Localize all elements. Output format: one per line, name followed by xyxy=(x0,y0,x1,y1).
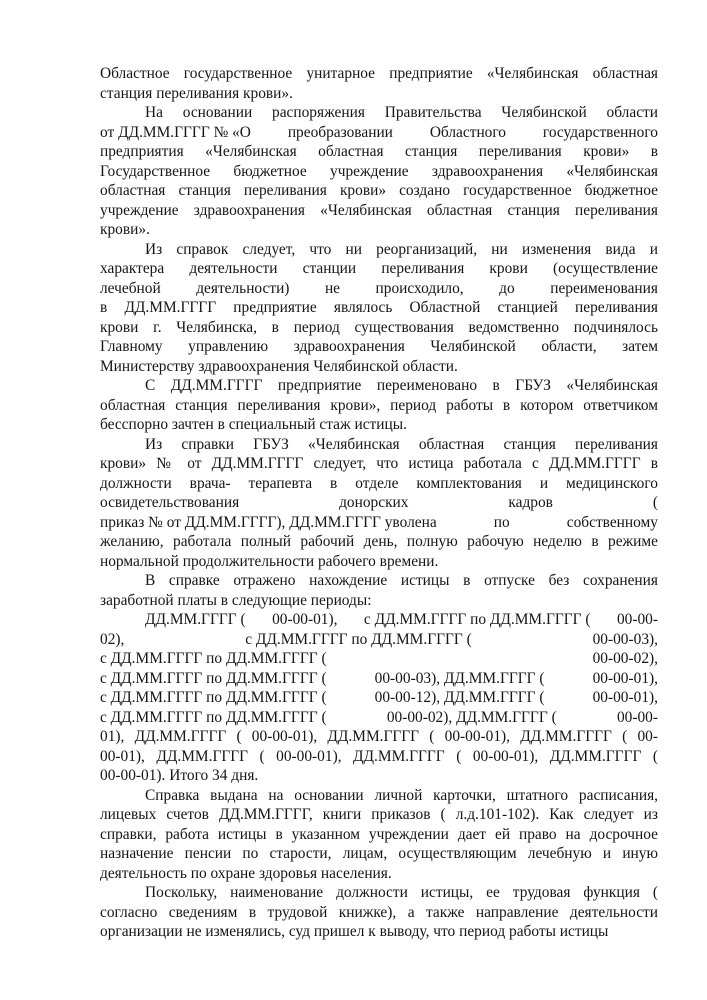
document-body xyxy=(100,64,658,942)
text-segment: 00-00-03), ДД.ММ.ГГГГ ( xyxy=(374,669,545,687)
text-line xyxy=(100,649,658,669)
text-line: С ДД.ММ.ГГГГ предприятие переименовано в ГБУЗ «Челябинская xyxy=(145,377,658,394)
text-line: желанию, работала полный рабочий день, полную рабочую неделю в режиме xyxy=(100,533,658,550)
text-segment: освидетельствования xyxy=(100,494,240,511)
text-line: организации не изменялись, суд пришел к выводу, что период работы истицы xyxy=(100,923,609,940)
text-segment: с ДД.ММ.ГГГГ по ДД.ММ.ГГГГ ( xyxy=(100,708,327,726)
text-line: лицевых счетов ДД.ММ.ГГГГ, книги приказов ( л.д.101-102). Как следует из xyxy=(100,806,658,823)
text-line: учреждение здравоохранения «Челябинская областная станция переливания xyxy=(100,201,658,219)
text-line: крови» № от ДД.ММ.ГГГГ следует, что истица работала с ДД.ММ.ГГГГ в xyxy=(100,455,658,472)
paragraph xyxy=(100,64,658,103)
text-segment: от ДД.ММ.ГГГГ № «О xyxy=(100,123,251,141)
text-segment: с ДД.ММ.ГГГГ по ДД.ММ.ГГГГ ( xyxy=(245,630,472,648)
text-segment: 00-00-02), xyxy=(592,650,658,667)
text-line: характера деятельности станции переливания крови (осуществление xyxy=(100,260,658,277)
text-line: нормальной продолжительности рабочего времени. xyxy=(100,552,439,570)
text-line: 01), ДД.ММ.ГГГГ ( 00-00-01), ДД.ММ.ГГГГ ( 00-00-01), ДД.ММ.ГГГГ ( 00- xyxy=(100,728,658,745)
text-line: Главному управлению здравоохранения Челябинской области, затем xyxy=(100,338,658,355)
text-line: Справка выдана на основании личной карточки, штатного расписания, xyxy=(145,786,658,804)
text-line xyxy=(100,493,658,513)
text-segment: государственного xyxy=(542,123,658,141)
text-segment: ( xyxy=(652,494,658,511)
text-segment: 00-00- xyxy=(616,708,658,726)
text-segment: 02), xyxy=(100,630,125,648)
text-segment: приказ № от ДД.ММ.ГГГГ), ДД.ММ.ГГГГ уволена xyxy=(100,513,437,531)
text-segment: 00-00- xyxy=(616,611,658,628)
text-segment: 00-00-01), xyxy=(592,669,658,687)
text-line: Министерству здравоохранения Челябинской области. xyxy=(100,357,458,375)
text-line: согласно сведениям в трудовой книжке), а также направление деятельности xyxy=(100,903,658,921)
text-line: В справке отражено нахождение истицы в отпуске без сохранения xyxy=(145,572,658,589)
text-line: в ДД.ММ.ГГГГ предприятие являлось Областной станцией переливания xyxy=(100,299,658,316)
text-segment: с ДД.ММ.ГГГГ по ДД.ММ.ГГГГ ( xyxy=(100,650,327,667)
paragraph xyxy=(100,571,658,610)
text-line: станция переливания крови». xyxy=(100,84,293,102)
text-line xyxy=(100,513,658,533)
text-segment: с ДД.ММ.ГГГГ по ДД.ММ.ГГГГ ( xyxy=(100,669,327,687)
paragraph xyxy=(100,610,658,786)
text-line: Из справки ГБУЗ «Челябинская областная станция переливания xyxy=(145,435,658,453)
text-line: 00-00-01). Итого 34 дня. xyxy=(100,767,259,784)
paragraph xyxy=(100,786,658,884)
text-segment: 00-00-12), ДД.ММ.ГГГГ ( xyxy=(374,689,545,706)
text-line xyxy=(100,279,658,299)
text-line: деятельность по охране здоровья населения. xyxy=(100,864,392,882)
text-segment: по xyxy=(493,513,510,531)
text-segment: деятельности) xyxy=(196,279,290,297)
text-line xyxy=(100,630,658,650)
text-segment: до xyxy=(499,279,515,297)
text-segment: кадров xyxy=(508,494,553,511)
text-line: крови». xyxy=(100,221,150,238)
paragraph xyxy=(100,883,658,942)
text-segment: лечебной xyxy=(100,279,161,297)
text-line: справки, работа истицы в указанном учреждении дает ей право на досрочное xyxy=(100,825,658,843)
text-line: областная станция переливания крови», период работы в котором ответчиком xyxy=(100,396,658,414)
text-segment: происходило, xyxy=(375,279,464,297)
text-segment: 00-00-01), xyxy=(272,611,338,628)
text-line: Поскольку, наименование должности истицы, ее трудовая функция ( xyxy=(145,884,658,901)
paragraph xyxy=(100,240,658,377)
text-line: должности врача- терапевта в отделе комплектования и медицинского xyxy=(100,474,658,492)
text-line: заработной платы в следующие периоды: xyxy=(100,591,372,609)
text-line: На основании распоряжения Правительства Челябинской области xyxy=(145,104,658,121)
text-line: предприятия «Челябинская областная станция переливания крови» в xyxy=(100,143,658,160)
text-segment: Областного xyxy=(429,123,506,141)
text-line xyxy=(100,669,658,689)
text-line: областная станция переливания крови» создано государственное бюджетное xyxy=(100,182,658,199)
text-segment: 00-00-01), xyxy=(592,689,658,706)
text-line: крови г. Челябинска, в период существования ведомственно подчинялось xyxy=(100,318,658,336)
text-segment: донорских xyxy=(339,494,409,511)
text-segment: переименования xyxy=(550,279,658,297)
text-segment: ДД.ММ.ГГГГ ( xyxy=(145,611,246,628)
text-line xyxy=(100,123,658,143)
text-segment: преобразовании xyxy=(287,123,393,141)
text-segment: с ДД.ММ.ГГГГ по ДД.ММ.ГГГГ ( xyxy=(363,611,591,628)
text-segment: не xyxy=(324,279,341,297)
text-line: назначение пенсии по старости, лицам, осуществляющим лечебную и иную xyxy=(100,845,658,862)
text-segment: собственному xyxy=(566,513,658,531)
paragraph xyxy=(100,376,658,435)
text-line: Областное государственное унитарное предприятие «Челябинская областная xyxy=(100,65,658,82)
text-line: бесспорно зачтен в специальный стаж истицы. xyxy=(100,416,407,433)
text-segment: 00-00-02), ДД.ММ.ГГГГ ( xyxy=(386,708,557,726)
text-line xyxy=(100,688,658,708)
text-line xyxy=(100,708,658,728)
text-line: 00-01), ДД.ММ.ГГГГ ( 00-00-01), ДД.ММ.ГГГГ ( 00-00-01), ДД.ММ.ГГГГ ( xyxy=(100,747,658,765)
paragraph xyxy=(100,103,658,240)
text-line: Государственное бюджетное учреждение здравоохранения «Челябинская xyxy=(100,162,658,180)
text-segment: с ДД.ММ.ГГГГ по ДД.ММ.ГГГГ ( xyxy=(100,689,327,706)
paragraph xyxy=(100,435,658,572)
text-segment: 00-00-03), xyxy=(592,630,658,648)
text-line: Из справок следует, что ни реорганизаций, ни изменения вида и xyxy=(145,240,658,258)
text-line xyxy=(100,610,658,630)
